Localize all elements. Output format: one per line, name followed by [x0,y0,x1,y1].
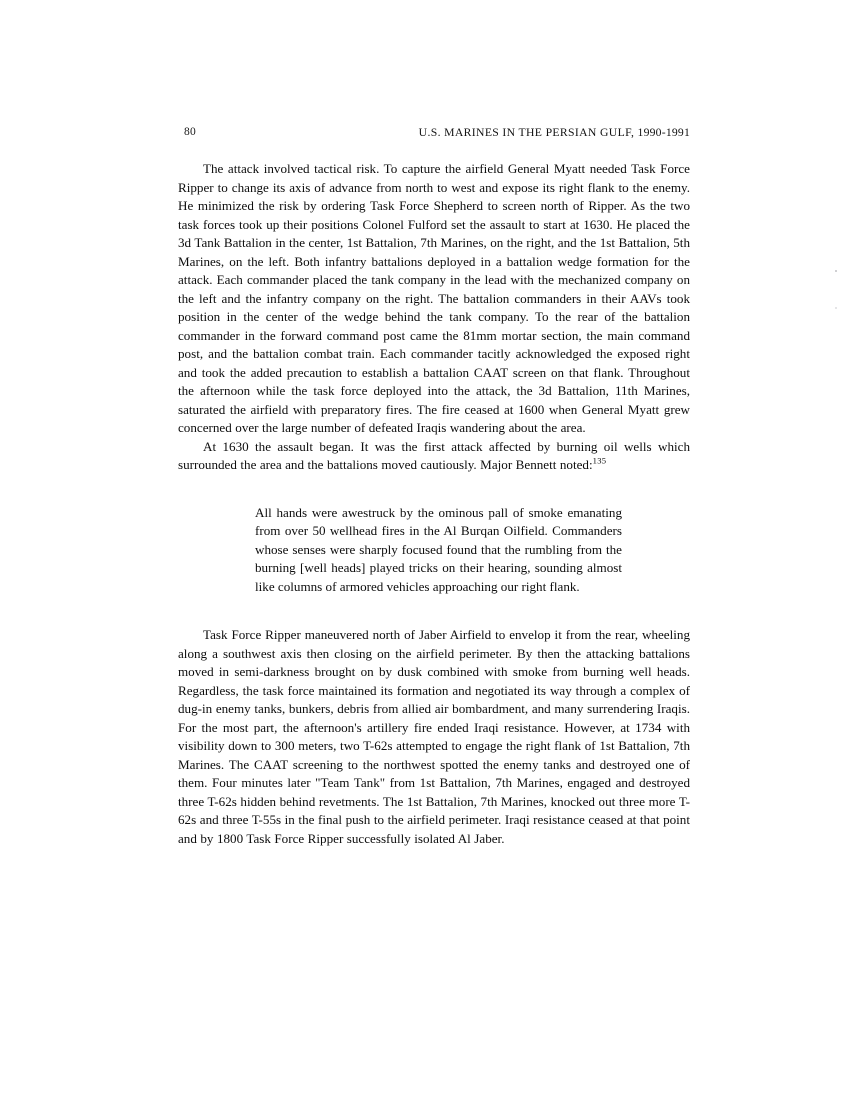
scan-speck [835,270,837,272]
paragraph-at-1630-text: At 1630 the assault began. It was the first attack affected by burning oil wells which surrounded the area and the battalions moved cautiously. Major Bennett noted: [178,438,690,472]
text-column [178,160,690,848]
spacer-above-quote [178,475,690,504]
running-head [178,126,690,142]
footnote-reference-135: 135 [592,455,607,466]
paragraph-attack-involved-tactical-risk: The attack involved tactical risk. To capture the airfield General Myatt needed Task Force Ripper to change its axis of advance from north to west and expose its right flank to the enemy. He minimized the risk by ordering Task Force Shepherd to screen north of Ripper. As the two task forces took up their positions Colonel Fulford set the assault to start at 1630. He placed the 3d Tank Battalion in the center, 1st Battalion, 7th Marines, on the right, and the 1st Battalion, 5th Marines, on the left. Both infantry battalions deployed in a battalion wedge formation for the attack. Each commander placed the tank company in the lead with the mechanized company on the left and the infantry company on the right. The battalion commanders in their AAVs took position in the center of the wedge behind the tank company. To the rear of the battalion commander in the forward command post came the 81mm mortar section, the main command post, and the battalion combat train. Each commander tacitly acknowledged the exposed right and took the added precaution to establish a battalion CAAT screen on that flank. Throughout the afternoon while the task force deployed into the attack, the 3d Battalion, 11th Marines, saturated the airfield with preparatory fires. The fire ceased at 1600 when General Myatt grew concerned over the large number of defeated Iraqis wandering about the area. [178,161,690,435]
page-number: 80 [184,126,196,138]
running-head-years: 1990-1991 [637,126,690,139]
block-quote-container [255,504,622,597]
block-quote-all-hands-were-awestruck: All hands were awestruck by the ominous pall of smoke emanating from over 50 wellhead fires in the Al Burqan Oilfield. Commanders whose senses were sharply focused found that the rumbling from the burning [well heads] played tricks on their hearing, sounding almost like columns of armored vehicles approaching our right flank. [255,504,622,594]
spacer-below-quote [178,596,690,626]
paragraph-at-1630-the-assault [178,438,690,475]
scan-speck [835,307,837,309]
running-head-title [419,126,690,139]
paragraph-task-force-ripper-maneuvered: Task Force Ripper maneuvered north of Jaber Airfield to envelop it from the rear, wheeling along a southwest axis then closing on the airfield perimeter. By then the attacking battalions moved in semi-darkness brought on by dusk combined with smoke from burning well heads. Regardless, the task force maintained its formation and negotiated its way through a complex of dug-in enemy tanks, bunkers, debris from allied air bombardment, and many surrendering Iraqis. For the most part, the afternoon's artillery fire ended Iraqi resistance. However, at 1734 with visibility down to 300 meters, two T-62s attempted to engage the right flank of 1st Battalion, 7th Marines. The CAAT screening to the northwest spotted the enemy tanks and destroyed one of them. Four minutes later "Team Tank" from 1st Battalion, 7th Marines, engaged and destroyed three T-62s hidden behind revetments. The 1st Battalion, 7th Marines, knocked out three more T-62s and three T-55s in the final push to the airfield perimeter. Iraqi resistance ceased at that point and by 1800 Task Force Ripper successfully isolated Al Jaber. [178,627,690,846]
running-head-title-text: U.S. MARINES IN THE PERSIAN GULF, [418,126,635,139]
